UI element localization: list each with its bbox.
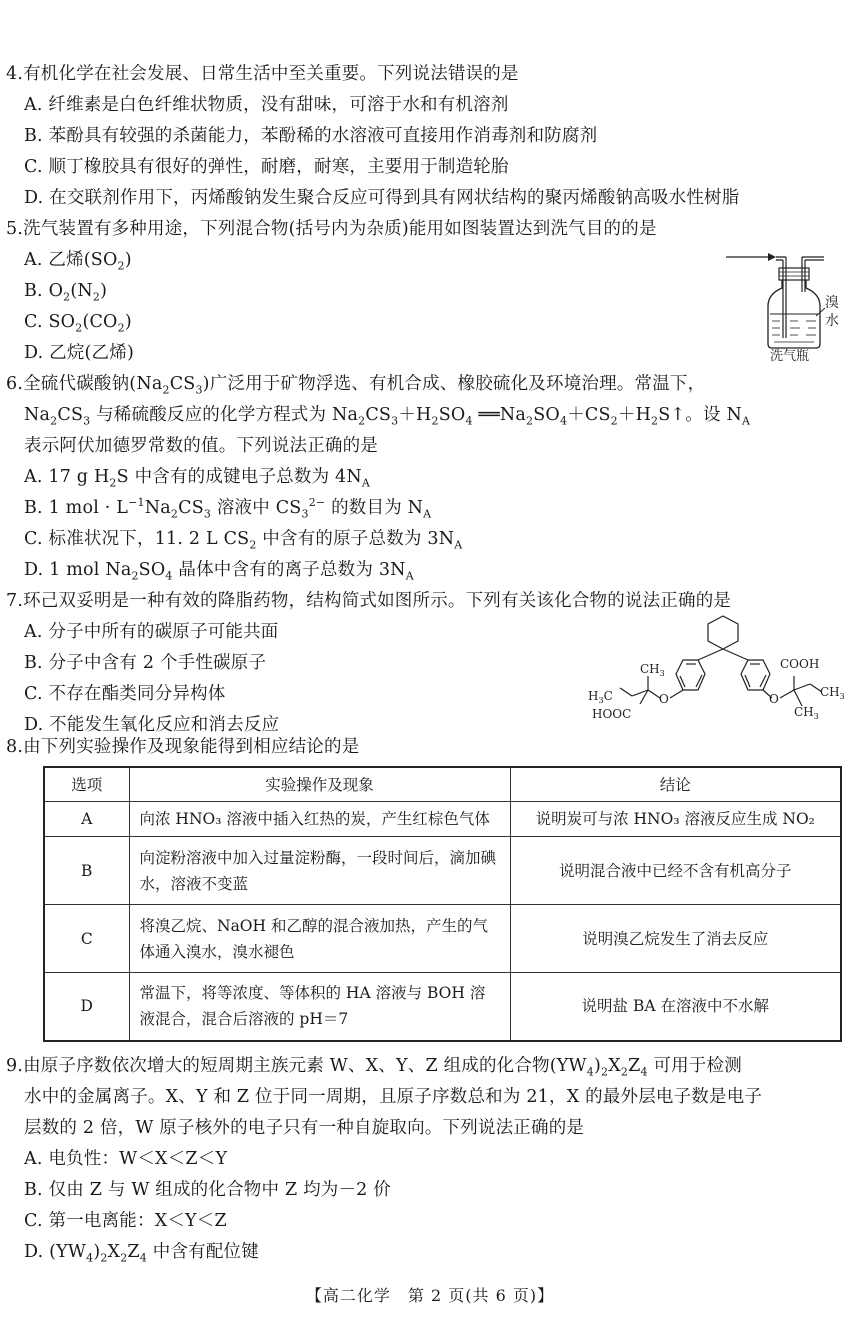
q6-option-b: B. 1 mol · $L^{-1}Na_2CS_3$ 溶液中 $CS_3^{2-}$ 的数目为 $N_A$ [24,496,432,521]
bottle-caption: 洗气瓶 [770,349,810,364]
hooc-label: HOOC [592,707,632,721]
q8-stem: 8.由下列实验操作及现象能得到相应结论的是 [6,737,360,757]
page-footer: 【高二化学 第 2 页(共 6 页)】 [305,1286,555,1305]
q7-stem: 7.环己双妥明是一种有效的降脂药物，结构简式如图所示。下列有关该化合物的说法正确的是 [6,591,732,611]
ether-o-right-label: O [769,692,779,706]
table-row [44,837,841,905]
q5-option-d: D. 乙烷(乙烯) [24,343,134,363]
row-operation: 将溴乙烷、NaOH 和乙醇的混合液加热，产生的气体通入溴水，溴水褪色 [129,905,510,973]
q6-stem-line-3: 表示阿伏加德罗常数的值。下列说法正确的是 [24,436,378,456]
q5-option-c: C. $SO_2(CO_2)$ [24,312,132,335]
row-option: A [44,802,129,837]
row-operation: 向浓 HNO₃ 溶液中插入红热的炭，产生红棕色气体 [129,802,510,837]
q5-option-b: B. $O_2(N_2)$ [24,281,108,304]
h3c-label: $H_3C$ [588,689,613,705]
q9-option-b: B. 仅由 Z 与 W 组成的化合物中 Z 均为－2 价 [24,1180,391,1200]
table-header-row [44,767,841,802]
bromine-label-2: 水 [825,313,839,329]
q4-option-d: D. 在交联剂作用下，丙烯酸钠发生聚合反应可得到具有网状结构的聚丙烯酸钠高吸水性树脂 [24,188,740,208]
q6-option-d: D. 1 mol $Na_2SO_4$ 晶体中含有的离子总数为 $3N_A$ [24,560,414,583]
q9-stem-line-3: 层数的 2 倍，W 原子核外的电子只有一种自旋取向。下列说法正确的是 [24,1118,585,1138]
q5-option-a: A. 乙烯$(SO_2)$ [24,250,132,273]
q5-stem: 5.洗气装置有多种用途，下列混合物(括号内为杂质)能用如图装置达到洗气目的的是 [6,219,657,239]
q4-option-b: B. 苯酚具有较强的杀菌能力，苯酚稀的水溶液可直接用作消毒剂和防腐剂 [24,126,598,146]
row-option: C [44,905,129,973]
q6-stem-line-1: 6.全硫代碳酸钠$(Na_2CS_3)$广泛用于矿物浮选、有机合成、橡胶硫化及环境治理。常温下， [6,374,706,397]
gas-washing-bottle-figure [724,248,844,364]
header-operation: 实验操作及现象 [129,767,510,802]
row-conclusion: 说明炭可与浓 HNO₃ 溶液反应生成 NO₂ [510,802,841,837]
row-conclusion: 说明溴乙烷发生了消去反应 [510,905,841,973]
q6-stem-line-2: $Na_2CS_3$ 与稀硫酸反应的化学方程式为 $Na_2CS_3+H_2SO_4$ $══Na_2SO_4+CS_2+H_2S↑$。设 $N_A$ [24,405,751,428]
q6-option-c: C. 标准状况下，11. 2 L $CS_2$ 中含有的原子总数为 $3N_A$ [24,529,463,552]
bromine-label-1: 溴 [825,295,839,311]
q9-stem-line-1: 9.由原子序数依次增大的短周期主族元素 W、X、Y、Z 组成的化合物$(YW_4)_2X_2Z_4$ 可用于检测 [6,1056,742,1079]
q4-option-c: C. 顺丁橡胶具有很好的弹性，耐磨，耐寒，主要用于制造轮胎 [24,157,509,177]
ch3-top-label: $CH_3$ [640,662,665,678]
row-option: D [44,973,129,1041]
q9-option-a: A. 电负性：W＜X＜Z＜Y [24,1149,228,1169]
q9-option-c: C. 第一电离能：X＜Y＜Z [24,1211,227,1231]
ether-o-left-label: O [659,692,669,706]
q7-option-b: B. 分子中含有 2 个手性碳原子 [24,653,267,673]
header-option: 选项 [44,767,129,802]
q7-option-c: C. 不存在酯类同分异构体 [24,684,226,704]
q4-stem: 4.有机化学在社会发展、日常生活中至关重要。下列说法错误的是 [6,64,519,84]
q9-option-d: D. $(YW_4)_2X_2Z_4$ 中含有配位键 [24,1242,259,1265]
molecular-structure-figure [588,612,846,724]
table-row [44,905,841,973]
q6-option-a: A. 17 g $H_2S$ 中含有的成键电子总数为 $4N_A$ [24,467,371,490]
q7-option-d: D. 不能发生氧化反应和消去反应 [24,715,280,735]
row-conclusion: 说明盐 BA 在溶液中不水解 [510,973,841,1041]
header-conclusion: 结论 [510,767,841,802]
cooh-label: COOH [780,657,820,671]
experiment-table [43,766,842,1042]
row-conclusion: 说明混合液中已经不含有机高分子 [510,837,841,905]
row-operation: 常温下，将等浓度、等体积的 HA 溶液与 BOH 溶液混合，混合后溶液的 pH＝7 [129,973,510,1041]
q7-option-a: A. 分子中所有的碳原子可能共面 [24,622,279,642]
row-operation: 向淀粉溶液中加入过量淀粉酶，一段时间后，滴加碘水，溶液不变蓝 [129,837,510,905]
ch3-right-label: $CH_3$ [820,685,845,701]
q9-stem-line-2: 水中的金属离子。X、Y 和 Z 位于同一周期，且原子序数总和为 21，X 的最外层电子数是电子 [24,1087,763,1107]
table-row [44,973,841,1041]
table-row [44,802,841,837]
q4-option-a: A. 纤维素是白色纤维状物质，没有甜味，可溶于水和有机溶剂 [24,95,509,115]
ch3-bottom-label: $CH_3$ [794,705,819,721]
row-option: B [44,837,129,905]
